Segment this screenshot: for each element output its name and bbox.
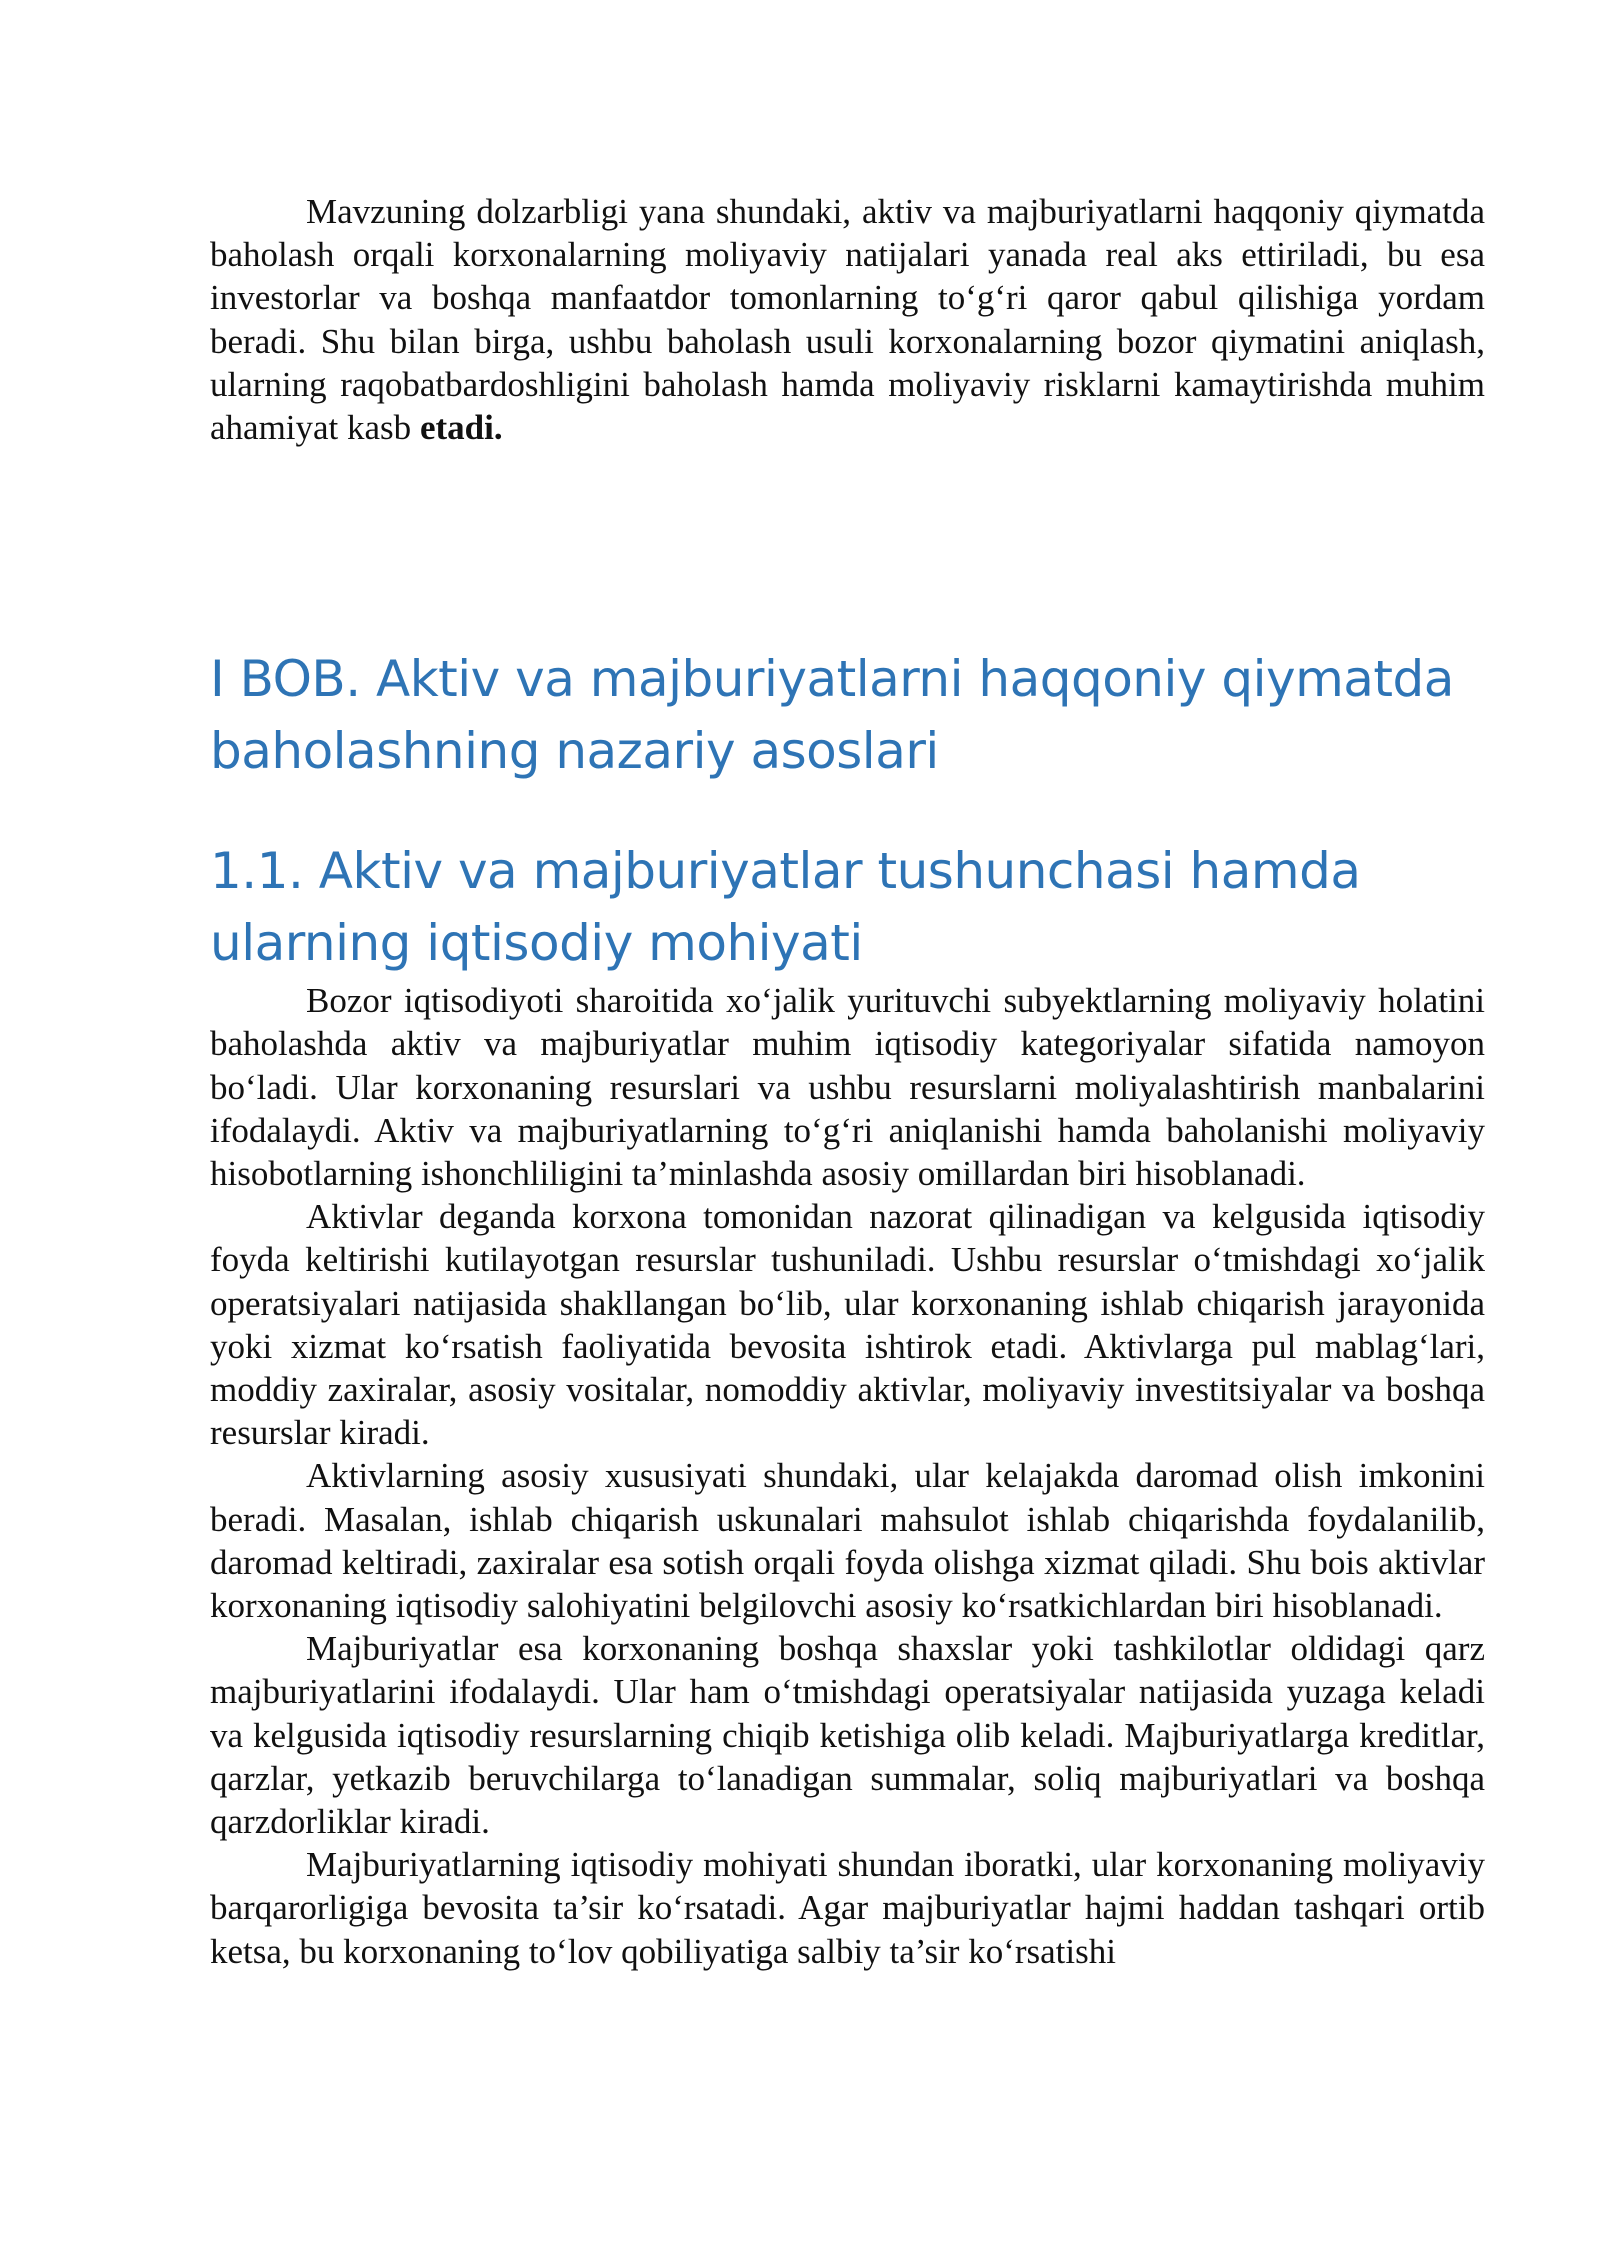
spacer (210, 449, 1485, 643)
spacer (210, 787, 1485, 835)
chapter-heading: I BOB. Aktiv va majburiyatlarni haqqoniy qiymatda baholashning nazariy asoslari (210, 650, 1454, 781)
intro-text: Mavzuning dolzarbligi yana shundaki, aktiv va majburiyatlarni haqqoniy qiymatda baholash orqali korxonalarning moliyaviy natijalari yanada real aks ettiriladi, bu esa investorlar va boshqa manfaatdor tomonlarning to‘g‘ri qaror qabul qilishiga yordam beradi. Shu bilan birga, ushbu baholash usuli korxonalarning bozor qiymatini aniqlash, ularning raqobatbardoshligini baholash hamda moliyaviy risklarni kamaytirishda muhim ahamiyat kasb (210, 192, 1485, 448)
section-heading: 1.1. Aktiv va majburiyatlar tushunchasi hamda ularning iqtisodiy mohiyati (210, 842, 1361, 973)
intro-bold-end: etadi. (419, 408, 503, 448)
body-paragraph-1: Bozor iqtisodiyoti sharoitida xo‘jalik yurituvchi subyektlarning moliyaviy holatini baholashda aktiv va majburiyatlar muhim iqtisodiy kategoriyalar sifatida namoyon bo‘ladi. Ular korxonaning resurslari va ushbu resurslarni moliyalashtirish manbalarini ifodalaydi. Aktiv va majburiyatlarning to‘g‘ri aniqlanishi hamda baholanishi moliyaviy hisobotlarning ishonchliligini ta’minlashda asosiy omillardan biri hisoblanadi. (210, 981, 1485, 1194)
intro-paragraph (210, 190, 1485, 449)
body-paragraph-3: Aktivlarning asosiy xususiyati shundaki, ular kelajakda daromad olish imkonini beradi. Masalan, ishlab chiqarish uskunalari mahsulot ishlab chiqarishda foydalanilib, daromad keltiradi, zaxiralar esa sotish orqali foyda olishga xizmat qiladi. Shu bois aktivlar korxonaning iqtisodiy salohiyatini belgilovchi asosiy ko‘rsatkichlardan biri hisoblanadi. (210, 1456, 1485, 1626)
body-paragraph-4: Majburiyatlar esa korxonaning boshqa shaxslar yoki tashkilotlar oldidagi qarz majburiyatlarini ifodalaydi. Ular ham o‘tmishdagi operatsiyalar natijasida yuzaga keladi va kelgusida iqtisodiy resurslarning chiqib ketishiga olib keladi. Majburiyatlarga kreditlar, qarzlar, yetkazib beruvchilarga to‘lanadigan summalar, soliq majburiyatlari va boshqa qarzdorliklar kiradi. (210, 1629, 1485, 1842)
page-content (210, 190, 1485, 1973)
body-paragraph-5: Majburiyatlarning iqtisodiy mohiyati shundan iboratki, ular korxonaning moliyaviy barqarorligiga bevosita ta’sir ko‘rsatadi. Agar majburiyatlar hajmi haddan tashqari ortib ketsa, bu korxonaning to‘lov qobiliyatiga salbiy ta’sir ko‘rsatishi (210, 1845, 1485, 1971)
body-paragraph-2: Aktivlar deganda korxona tomonidan nazorat qilinadigan va kelgusida iqtisodiy foyda keltirishi kutilayotgan resurslar tushuniladi. Ushbu resurslar o‘tmishdagi xo‘jalik operatsiyalari natijasida shakllangan bo‘lib, ular korxonaning ishlab chiqarish jarayonida yoki xizmat ko‘rsatish faoliyatida bevosita ishtirok etadi. Aktivlarga pul mablag‘lari, moddiy zaxiralar, asosiy vositalar, nomoddiy aktivlar, moliyaviy investitsiyalar va boshqa resurslar kiradi. (210, 1197, 1485, 1453)
